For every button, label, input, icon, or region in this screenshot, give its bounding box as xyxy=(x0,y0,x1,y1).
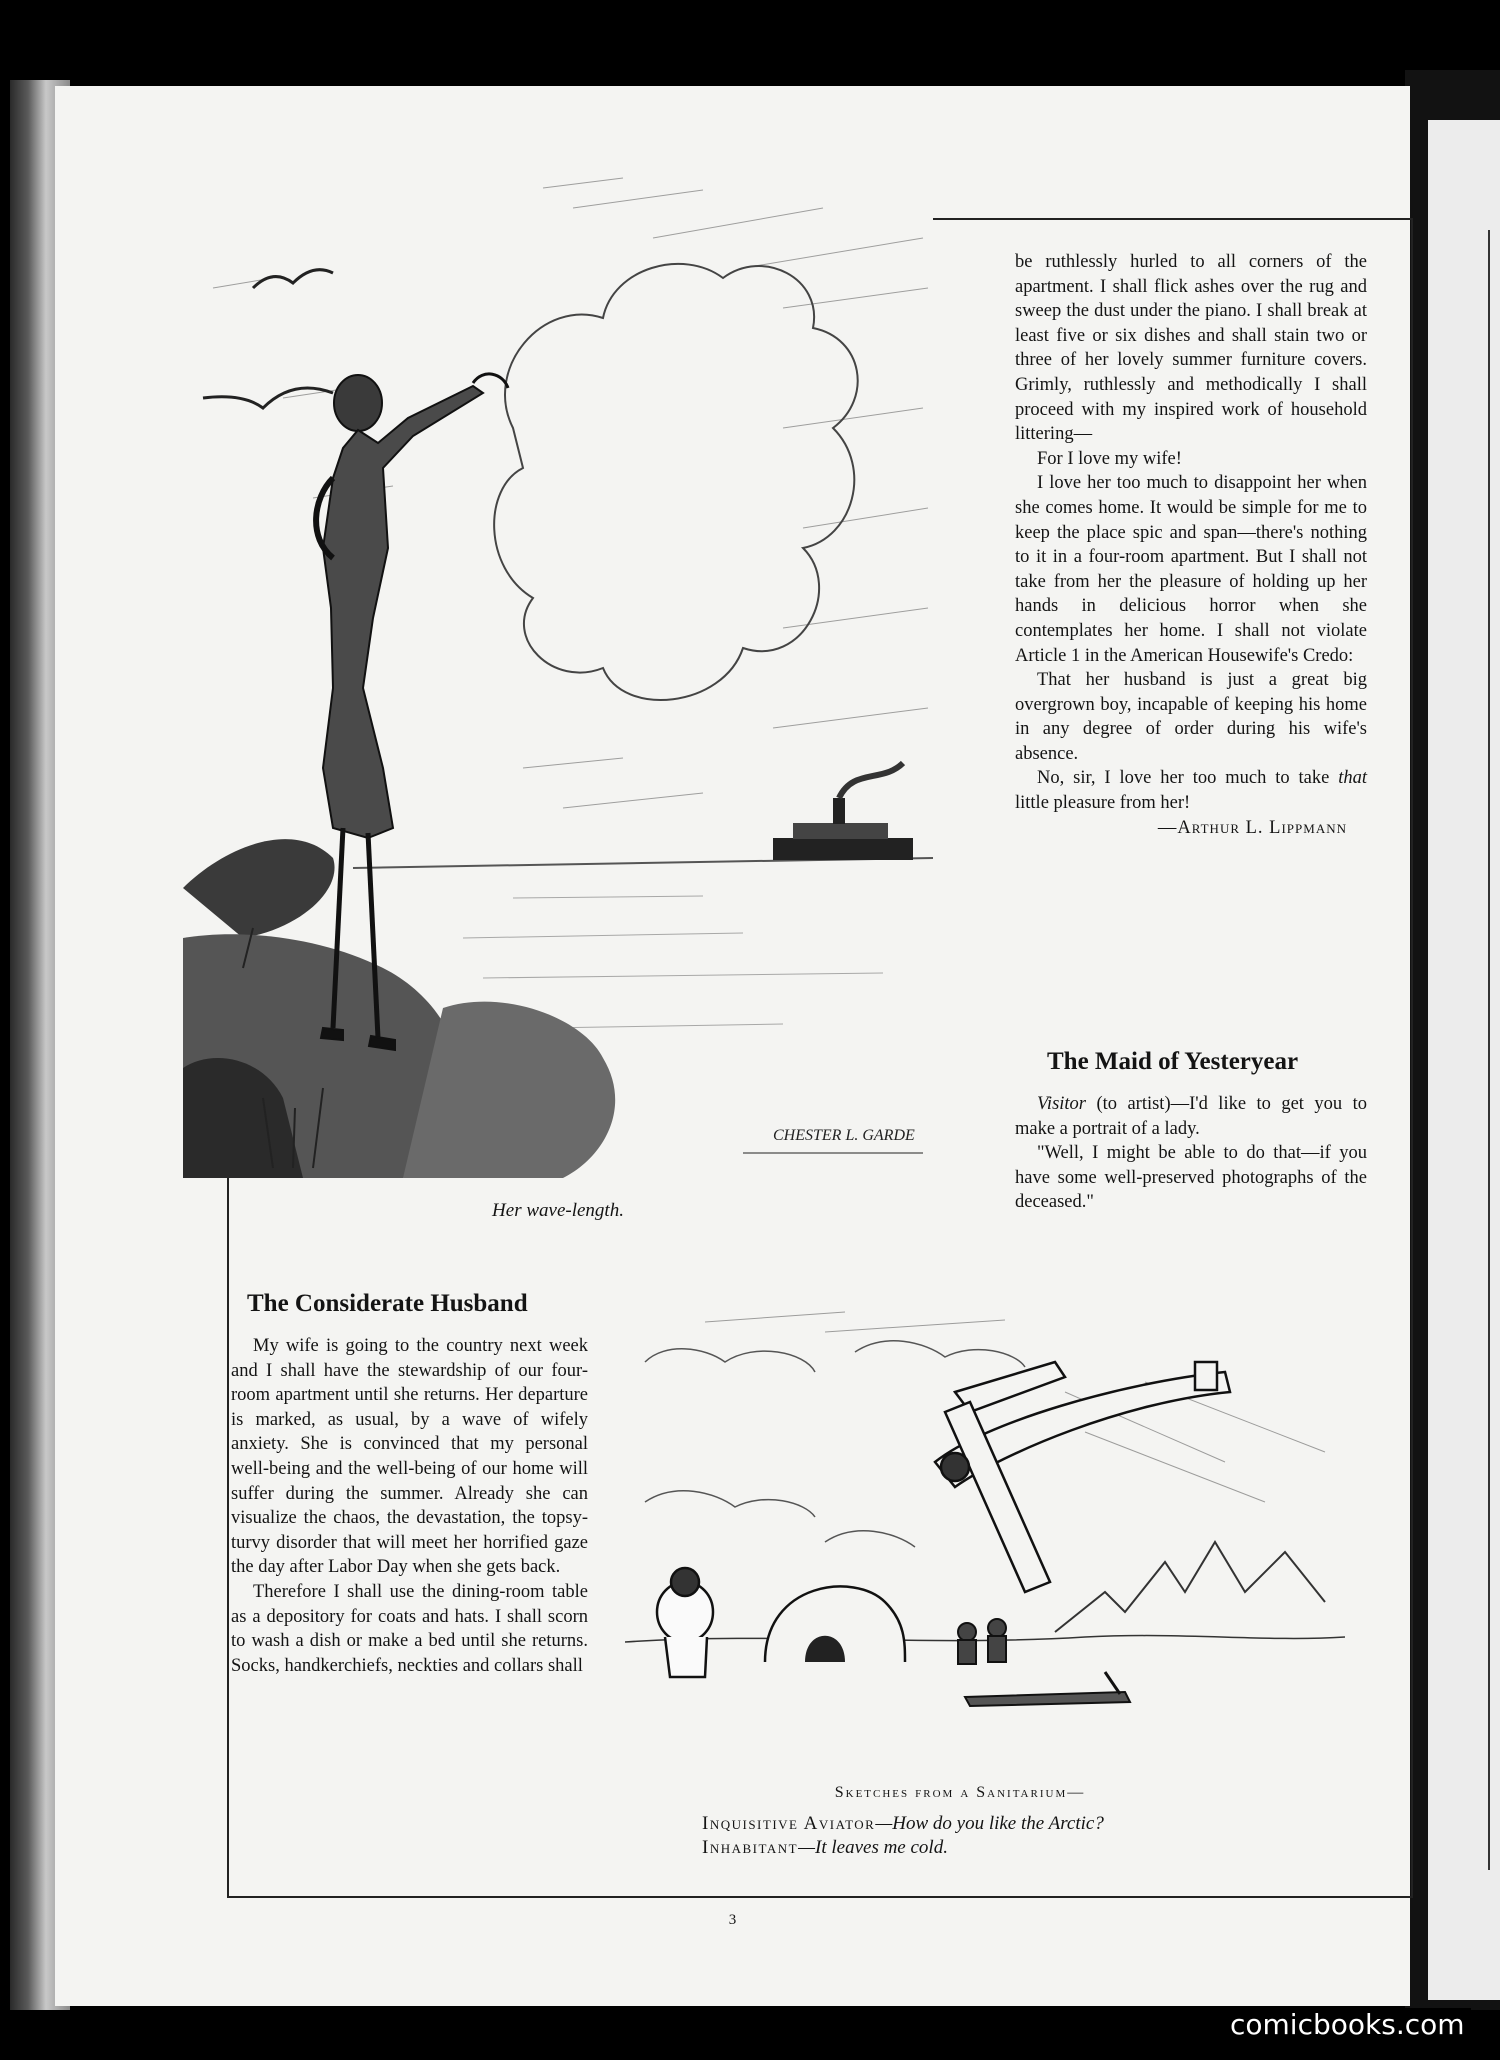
text-run: (to artist)—I'd like to get you to make a portrait of a lady. xyxy=(1015,1094,1367,1139)
dialog-text: —How do you like the Arctic? xyxy=(875,1813,1104,1834)
paragraph: That her husband is just a great big overgrown boy, incapable of keeping his home in any degree of order during his wife's absence. xyxy=(1015,670,1367,764)
paragraph: My wife is going to the country next week and I shall have the stewardship of our four-room apartment until she returns. Her departure is marked, as usual, by a wave of wifely anxiety. She is convinced that my personal well-being and the well-being of our home will suffer during the summer. Already she can visualize the chaos, the devastation, the topsy-turvy disorder that will meet her horrified gaze the day after Labor Day when she gets back. xyxy=(231,1336,588,1578)
main-illustration xyxy=(183,168,933,1178)
paragraph: Therefore I shall use the dining-room table as a depository for coats and hats. I shall scorn to wash a dish or make a bed until she returns. Socks, handkerchiefs, neckties and collars shall xyxy=(231,1581,588,1676)
emphasis: that xyxy=(1338,768,1367,789)
text-run: little pleasure from her! xyxy=(1015,793,1191,814)
dialog-line xyxy=(702,1812,1302,1836)
paragraph: I love her too much to disappoint her when she comes home. It would be simple for me to keep the place spic and span—there's nothing to it in a four-room apartment. But I shall not take from her the pleasure of holding up her hands in delicious horror when she contemplates her home. I shall not violate Article 1 in the American Housewife's Credo: xyxy=(1015,473,1367,666)
illustration-caption: Her wave-length. xyxy=(492,1200,624,1221)
paragraph: "Well, I might be able to do that—if you have some well-preserved photographs of the deceased." xyxy=(1015,1143,1367,1213)
illustration-signature: CHESTER L. GARDE xyxy=(773,1127,915,1144)
article-continuation xyxy=(1015,250,1367,840)
text-run: No, sir, I love her too much to take xyxy=(1037,768,1339,789)
maid-joke xyxy=(1015,1092,1367,1215)
dialog-line xyxy=(702,1836,1302,1860)
cartoon-caption: Sketches from a Sanitarium— xyxy=(834,1784,1086,1801)
speaker: Inhabitant xyxy=(702,1837,799,1858)
paragraph: For I love my wife! xyxy=(1037,448,1182,469)
husband-title: The Considerate Husband xyxy=(247,1290,528,1317)
page-number: 3 xyxy=(728,1912,737,1928)
speaker: Visitor xyxy=(1037,1094,1086,1114)
speaker: Inquisitive Aviator xyxy=(702,1813,876,1834)
cartoon-dialog xyxy=(702,1812,1302,1860)
author-signature: —Arthur L. Lippmann xyxy=(1157,817,1347,838)
scan-border-top xyxy=(0,0,1500,78)
next-page-edge xyxy=(1428,120,1500,2000)
maid-title: The Maid of Yesteryear xyxy=(1047,1048,1299,1075)
paragraph: be ruthlessly hurled to all corners of the apartment. I shall flick ashes over the rug and sweep the dust under the piano. I shall break at least five or six dishes and shall stain two or three of her lovely summer furniture covers. Grimly, ruthlessly and methodically I shall proceed with my inspired work of household littering— xyxy=(1015,252,1367,445)
watermark: comicbooks.com xyxy=(1224,2008,1471,2041)
dialog-text: —It leaves me cold. xyxy=(798,1837,948,1858)
paragraph xyxy=(1015,766,1367,815)
arctic-cartoon xyxy=(625,1302,1345,1772)
paragraph xyxy=(1015,1092,1367,1141)
husband-article xyxy=(231,1334,588,1678)
